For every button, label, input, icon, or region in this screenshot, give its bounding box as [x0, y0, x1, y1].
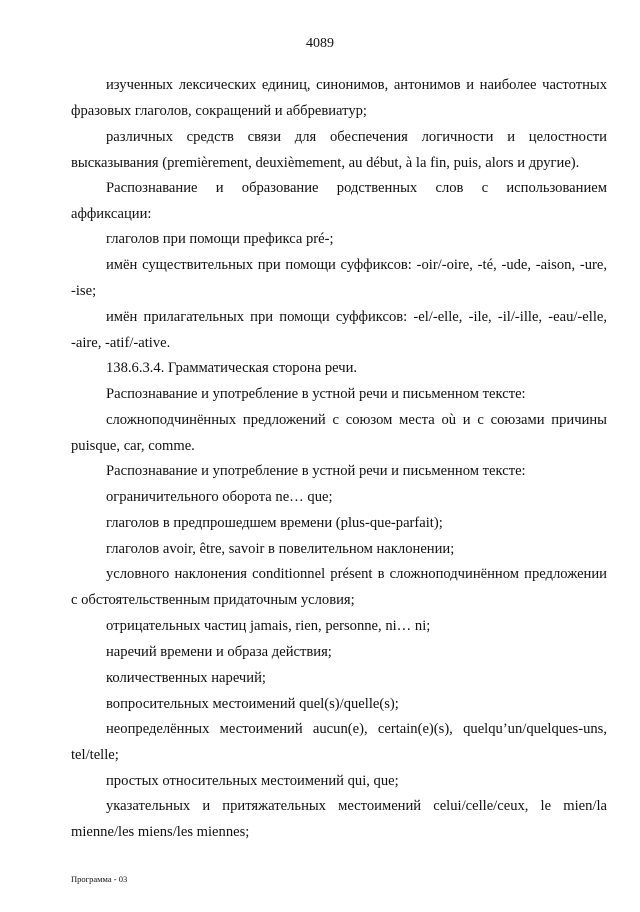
footer-label: Программа - 03	[71, 874, 128, 884]
page-number: 4089	[306, 36, 334, 51]
paragraph-first-line: изученных лексических единиц, синонимов, антонимов и наиболее частотных	[106, 77, 607, 93]
paragraph-first-line: простых относительных местоимений qui, que;	[106, 773, 399, 789]
paragraph-continuation-line: mienne/les miens/les miennes;	[71, 824, 250, 840]
paragraph-first-line: глаголов в предпрошедшем времени (plus-que-parfait);	[106, 515, 443, 531]
paragraph-continuation-line: аффиксации:	[71, 206, 152, 222]
paragraph-first-line: количественных наречий;	[106, 670, 266, 686]
paragraph-first-line: различных средств связи для обеспечения логичности и целостности	[106, 129, 607, 145]
paragraph-first-line: ограничительного оборота ne… que;	[106, 489, 333, 505]
paragraph-first-line: сложноподчинённых предложений с союзом места où и с союзами причины	[106, 412, 607, 428]
paragraph-continuation-line: с обстоятельственным придаточным условия;	[71, 592, 355, 608]
paragraph-continuation-line: -ise;	[71, 283, 97, 299]
paragraph-first-line: вопросительных местоимений quel(s)/quelle(s);	[106, 696, 399, 712]
paragraph-continuation-line: tel/telle;	[71, 747, 119, 763]
paragraph-first-line: имён прилагательных при помощи суффиксов: -el/-elle, -ile, -il/-ille, -eau/-elle,	[106, 309, 607, 325]
paragraph-first-line: Распознавание и образование родственных слов с использованием	[106, 180, 607, 196]
paragraph-first-line: наречий времени и образа действия;	[106, 644, 332, 660]
paragraph-continuation-line: высказывания (premièrement, deuxièmement, au début, à la fin, puis, alors и другие).	[71, 155, 580, 171]
paragraph-first-line: указательных и притяжательных местоимений celui/celle/ceux, le mien/la	[106, 798, 607, 814]
paragraph-first-line: 138.6.3.4. Грамматическая сторона речи.	[106, 360, 358, 376]
paragraph-first-line: условного наклонения conditionnel présent в сложноподчинённом предложении	[106, 566, 607, 582]
paragraph-first-line: Распознавание и употребление в устной речи и письменном тексте:	[106, 386, 526, 402]
paragraph-first-line: глаголов при помощи префикса pré-;	[106, 231, 334, 247]
paragraph-continuation-line: фразовых глаголов, сокращений и аббревиатур;	[71, 103, 367, 119]
paragraph-first-line: Распознавание и употребление в устной речи и письменном тексте:	[106, 463, 526, 479]
paragraph-first-line: отрицательных частиц jamais, rien, personne, ni… ni;	[106, 618, 431, 634]
paragraph-continuation-line: -aire, -atif/-ative.	[71, 335, 171, 351]
paragraph-first-line: глаголов avoir, être, savoir в повелительном наклонении;	[106, 541, 455, 557]
paragraph-first-line: имён существительных при помощи суффиксов: -oir/-oire, -té, -ude, -aison, -ure,	[106, 257, 607, 273]
paragraph-first-line: неопределённых местоимений aucun(e), certain(e)(s), quelqu’un/quelques-uns,	[106, 721, 607, 737]
paragraph-continuation-line: puisque, car, comme.	[71, 438, 195, 454]
